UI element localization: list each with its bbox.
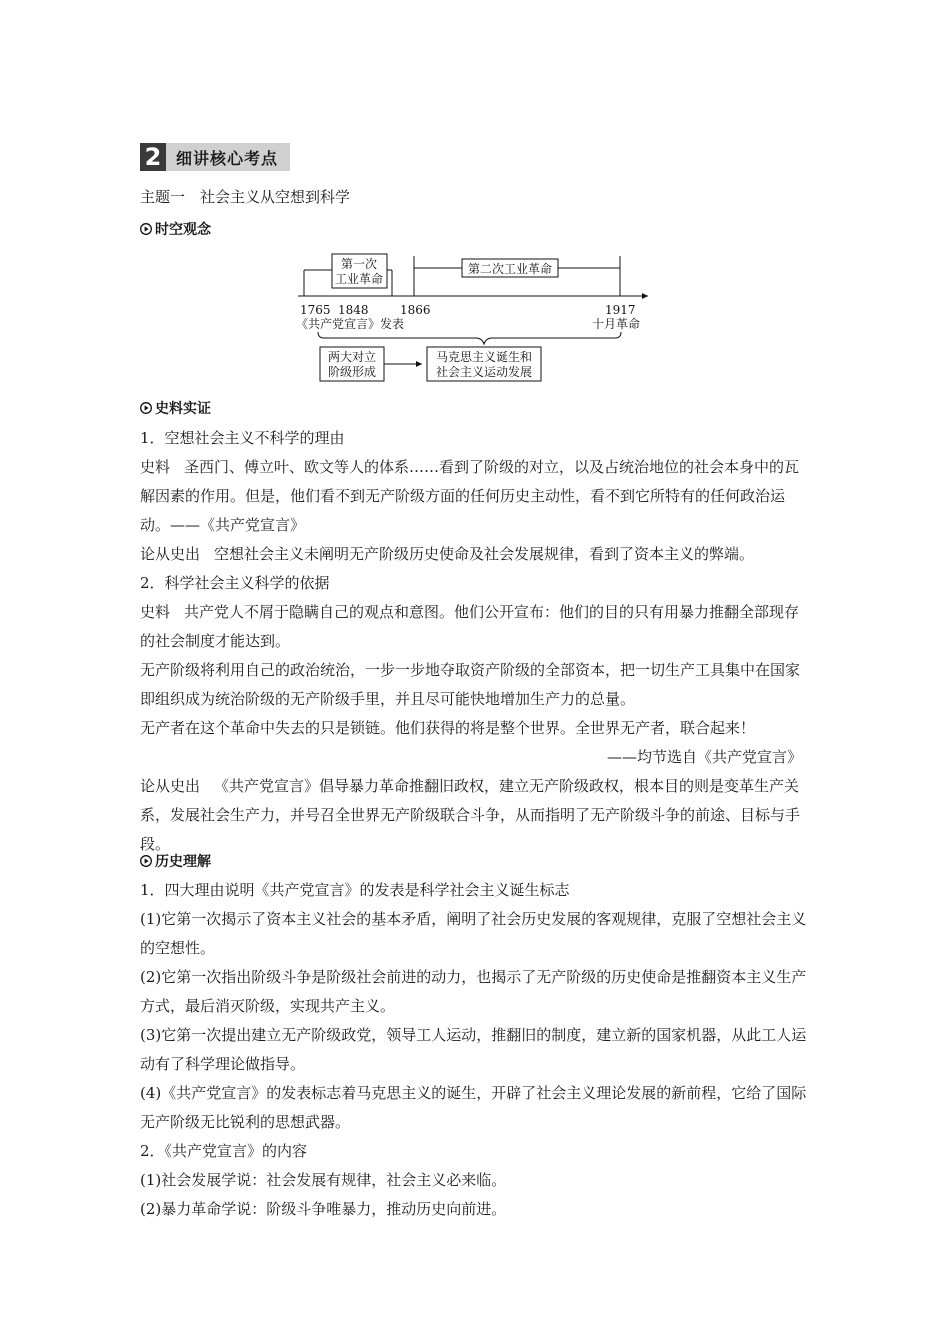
marker-timespace <box>140 219 211 239</box>
section-banner <box>140 143 290 171</box>
evidence-heading-1: 1．空想社会主义不科学的理由 <box>140 429 345 447</box>
evidence-heading-2: 2．科学社会主义科学的依据 <box>140 574 330 592</box>
section-title: 细讲核心考点 <box>166 143 290 171</box>
understanding-heading-2: 2．《共产党宣言》的内容 <box>140 1142 308 1160</box>
conclusion-label: 论从史出 <box>140 777 201 795</box>
play-circle-icon <box>140 223 152 235</box>
box2-label: 第二次工业革命 <box>467 262 553 276</box>
source-paragraph-2c: 无产者在这个革命中失去的只是锁链。他们获得的将是整个世界。全世界无产者，联合起来！ <box>140 719 756 737</box>
conclusion-paragraph-2 <box>140 772 812 859</box>
source-text: 共产党人不屑于隐瞒自己的观点和意图。他们公开宣布：他们的目的只有用暴力推翻全部现存的社会制度才能达到。 <box>140 603 800 650</box>
box3-line2: 阶级形成 <box>327 365 377 379</box>
marker-label: 史料实证 <box>155 401 211 417</box>
marker-label: 历史理解 <box>155 854 211 870</box>
event-october-revolution: 十月革命 <box>592 317 641 331</box>
reason-4: (4)《共产党宣言》的发表标志着马克思主义的诞生，开辟了社会主义理论发展的新前程，它给了国际无产阶级无比锐利的思想武器。 <box>140 1084 807 1131</box>
play-circle-icon <box>140 855 152 867</box>
marker-understanding <box>140 851 211 871</box>
understanding-section <box>140 876 812 1224</box>
box1-line2: 工业革命 <box>334 272 384 286</box>
evidence-section <box>140 424 812 859</box>
section-number: 2 <box>140 143 166 171</box>
source-text: 圣西门、傅立叶、欧文等人的体系……看到了阶级的对立，以及占统治地位的社会本身中的瓦解因素的作用。但是，他们看不到无产阶级方面的任何历史主动性，看不到它所特有的任何政治运动。——《共产党宣言》 <box>140 458 800 534</box>
box1-line1: 第一次 <box>340 257 378 271</box>
theme-heading: 主题一 社会主义从空想到科学 <box>140 188 351 206</box>
year-1848: 1848 <box>338 303 369 317</box>
conclusion-text: 空想社会主义未阐明无产阶级历史使命及社会发展规律，看到了资本主义的弊端。 <box>214 545 755 563</box>
source-attribution: ——均节选自《共产党宣言》 <box>606 748 802 766</box>
source-paragraph-2 <box>140 598 812 656</box>
year-1866: 1866 <box>400 303 431 317</box>
marker-label: 时空观念 <box>155 222 211 238</box>
understanding-heading-1: 1．四大理由说明《共产党宣言》的发表是科学社会主义诞生标志 <box>140 881 570 899</box>
box4-line1: 马克思主义诞生和 <box>435 350 533 364</box>
timeline-diagram <box>290 248 660 388</box>
event-manifesto: 《共产党宣言》发表 <box>296 317 405 331</box>
conclusion-paragraph-1 <box>140 540 812 569</box>
conclusion-label: 论从史出 <box>140 545 201 563</box>
source-paragraph-1 <box>140 453 812 540</box>
source-label: 史料 <box>140 458 171 476</box>
content-2: (2)暴力革命学说：阶级斗争唯暴力，推动历史向前进。 <box>140 1200 507 1218</box>
conclusion-text: 《共产党宣言》倡导暴力革命推翻旧政权，建立无产阶级政权，根本目的则是变革生产关系，发展社会生产力，并号召全世界无产阶级联合斗争，从而指明了无产阶级斗争的前途、目标与手段。 <box>140 777 801 853</box>
play-circle-icon <box>140 402 152 414</box>
year-1765: 1765 <box>300 303 331 317</box>
box3-line1: 两大对立 <box>327 350 377 364</box>
reason-1: (1)它第一次揭示了资本主义社会的基本矛盾，阐明了社会历史发展的客观规律，克服了空想社会主义的空想性。 <box>140 910 807 957</box>
year-1917: 1917 <box>605 303 636 317</box>
marker-evidence <box>140 398 211 418</box>
reason-3: (3)它第一次提出建立无产阶级政党，领导工人运动，推翻旧的制度，建立新的国家机器，从此工人运动有了科学理论做指导。 <box>140 1026 807 1073</box>
source-label: 史料 <box>140 603 171 621</box>
box4-line2: 社会主义运动发展 <box>435 365 533 379</box>
content-1: (1)社会发展学说：社会发展有规律，社会主义必来临。 <box>140 1171 507 1189</box>
reason-2: (2)它第一次指出阶级斗争是阶级社会前进的动力，也揭示了无产阶级的历史使命是推翻资本主义生产方式，最后消灭阶级，实现共产主义。 <box>140 968 807 1015</box>
source-paragraph-2b: 无产阶级将利用自己的政治统治，一步一步地夺取资产阶级的全部资本，把一切生产工具集中在国家即组织成为统治阶级的无产阶级手里，并且尽可能快地增加生产力的总量。 <box>140 661 801 708</box>
